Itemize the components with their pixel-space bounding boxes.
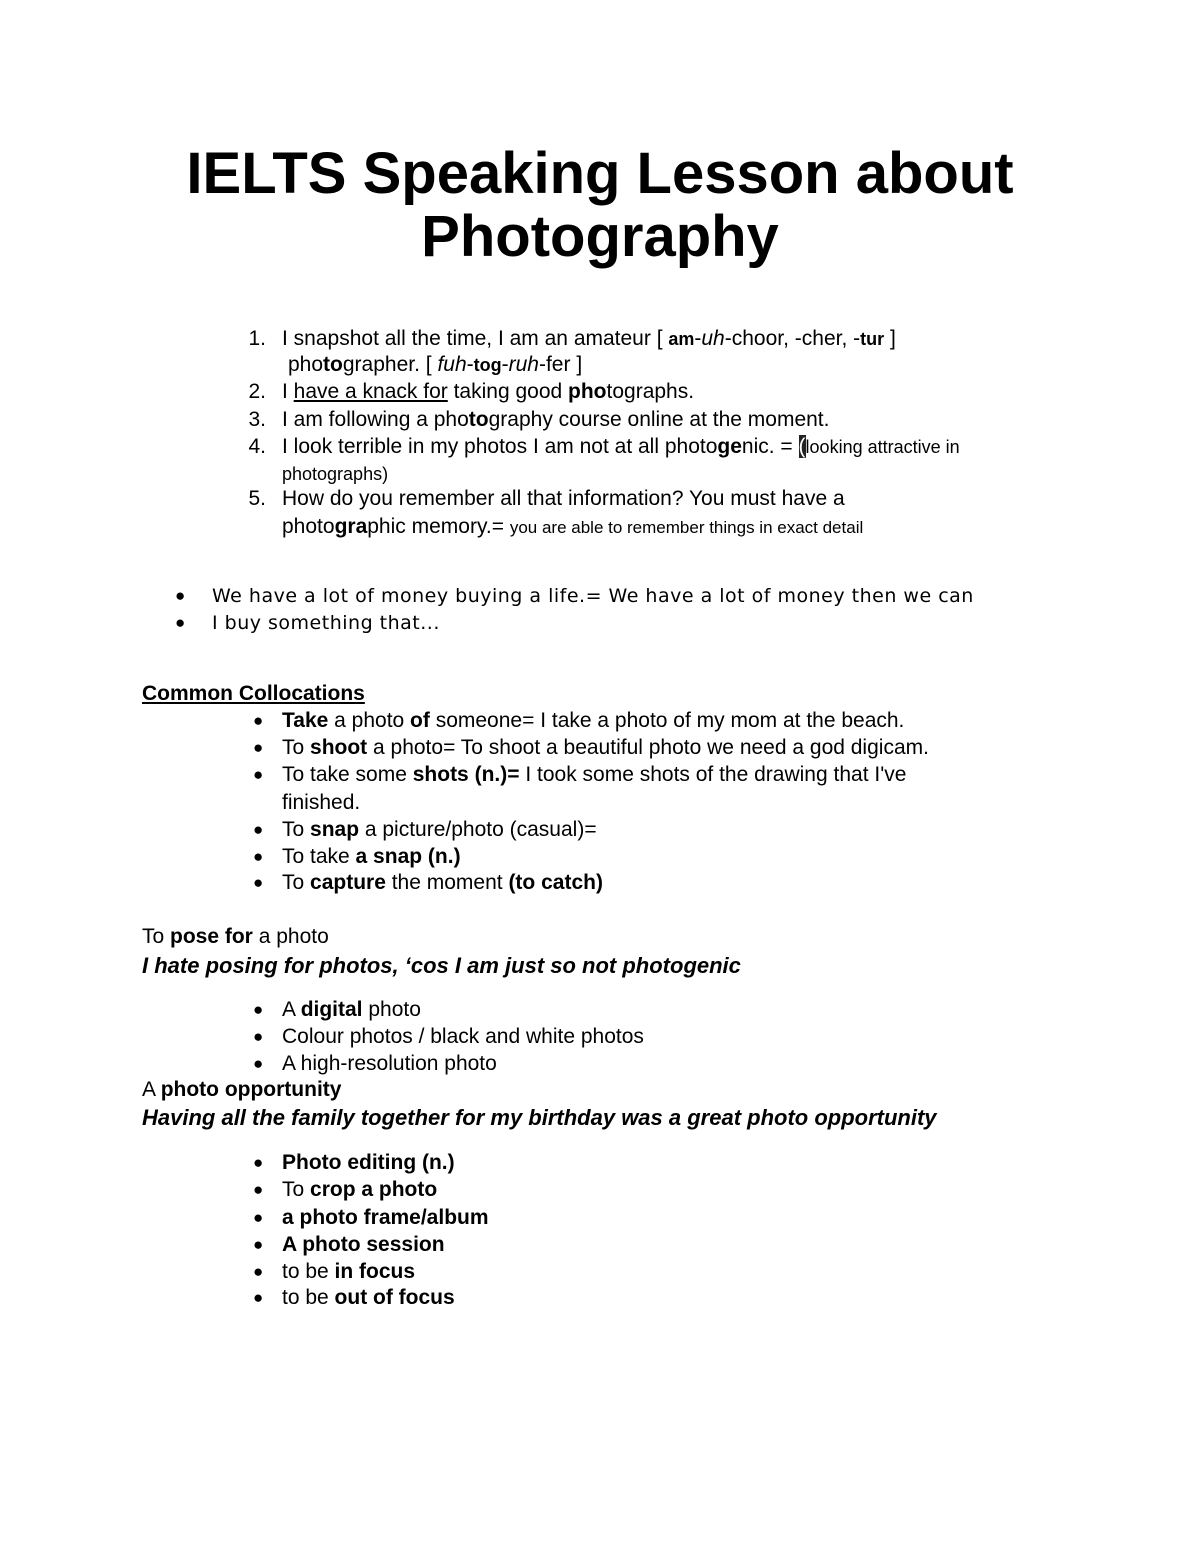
list-item: I buy something that... <box>212 612 440 634</box>
list-item-continuation: finished. <box>282 791 361 814</box>
list-item: How do you remember all that information? You must have a <box>282 487 845 510</box>
bullet-icon: ● <box>253 1027 264 1046</box>
list-item: a photo frame/album <box>282 1206 489 1229</box>
list-item: A digital photo <box>282 998 421 1021</box>
list-item: To snap a picture/photo (casual)= <box>282 818 597 841</box>
list-number: 1. <box>248 327 266 350</box>
bullet-icon: ● <box>253 1054 264 1073</box>
bullet-icon: ● <box>253 1208 264 1227</box>
list-item: to be in focus <box>282 1260 416 1283</box>
list-item: Take a photo of someone= I take a photo of my mom at the beach. <box>282 709 905 732</box>
phrase-line: A photo opportunity <box>142 1078 342 1101</box>
list-item: Photo editing (n.) <box>282 1151 455 1174</box>
list-item: to be out of focus <box>282 1286 455 1309</box>
phrase-line: To pose for a photo <box>142 925 329 948</box>
bullet-icon: ● <box>253 1262 264 1281</box>
bullet-icon: ● <box>175 586 186 605</box>
list-item: I snapshot all the time, I am an amateur [ am-uh-choor, -cher, -tur ] <box>282 327 896 350</box>
list-item: A photo session <box>282 1233 445 1256</box>
list-number: 4. <box>248 435 266 458</box>
bullet-icon: ● <box>253 873 264 892</box>
bullet-icon: ● <box>253 1153 264 1172</box>
list-item: To take a snap (n.) <box>282 845 461 868</box>
list-item: A high-resolution photo <box>282 1052 497 1075</box>
example-sentence: Having all the family together for my birthday was a great photo opportunity <box>142 1105 937 1130</box>
list-item: To capture the moment (to catch) <box>282 871 603 894</box>
list-item: I have a knack for taking good photographs. <box>282 380 695 403</box>
bullet-icon: ● <box>253 1235 264 1254</box>
bullet-icon: ● <box>253 1288 264 1307</box>
example-sentence: I hate posing for photos, ‘cos I am just so not photogenic <box>142 953 741 978</box>
bullet-icon: ● <box>253 1000 264 1019</box>
page-title-line-1: IELTS Speaking Lesson about <box>186 141 1014 206</box>
bullet-icon: ● <box>253 1180 264 1199</box>
list-number: 2. <box>248 380 266 403</box>
list-item: We have a lot of money buying a life.= We have a lot of money then we can <box>212 585 974 607</box>
bullet-icon: ● <box>253 847 264 866</box>
list-item-continuation: photographs) <box>282 464 389 484</box>
bullet-icon: ● <box>253 711 264 730</box>
list-number: 3. <box>248 408 266 431</box>
bullet-icon: ● <box>253 738 264 757</box>
list-item: To shoot a photo= To shoot a beautiful photo we need a god digicam. <box>282 736 929 759</box>
bullet-icon: ● <box>253 820 264 839</box>
bullet-icon: ● <box>253 765 264 784</box>
bullet-icon: ● <box>175 613 186 632</box>
list-number: 5. <box>248 487 266 510</box>
list-item-continuation: photographic memory.= you are able to remember things in exact detail <box>282 515 864 538</box>
list-item: Colour photos / black and white photos <box>282 1025 644 1048</box>
list-item: I am following a photography course online at the moment. <box>282 408 830 431</box>
page-title-line-2: Photography <box>421 204 779 269</box>
list-item: To crop a photo <box>282 1178 438 1201</box>
section-heading: Common Collocations <box>142 682 365 705</box>
list-item: To take some shots (n.)= I took some shots of the drawing that I've <box>282 763 907 786</box>
list-item: I look terrible in my photos I am not at all photogenic. = (looking attractive in <box>282 435 960 458</box>
list-item-continuation: photographer. [ fuh-tog-ruh-fer ] <box>288 353 583 376</box>
